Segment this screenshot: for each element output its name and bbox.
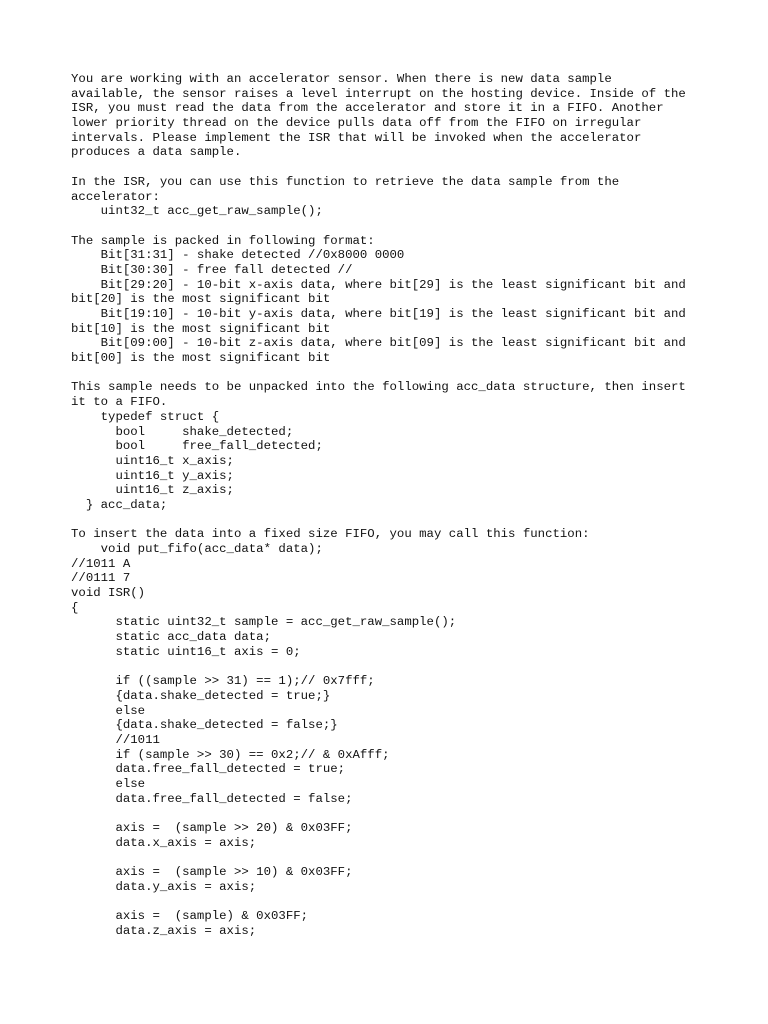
text-line: bool shake_detected; bbox=[71, 424, 294, 439]
text-line: {data.shake_detected = false;} bbox=[71, 718, 338, 733]
text-line: { bbox=[71, 600, 79, 615]
text-line: You are working with an accelerator sensor. When there is new data sample bbox=[71, 72, 612, 86]
text-line: ISR, you must read the data from the accelerator and store it in a FIFO. Another bbox=[71, 101, 664, 116]
text-line: void ISR() bbox=[71, 586, 146, 601]
text-line: void put_fifo(acc_data* data); bbox=[71, 542, 323, 556]
blank-line bbox=[71, 850, 711, 865]
text-line: static uint32_t sample = acc_get_raw_sample(); bbox=[71, 615, 457, 630]
blank-line bbox=[71, 219, 711, 234]
text-line: Bit[09:00] - 10-bit z-axis data, where bit[09] is the least significant bit and bbox=[71, 336, 686, 351]
text-line: //1011 A bbox=[71, 556, 131, 571]
blank-line bbox=[71, 513, 711, 528]
text-line: uint16_t z_axis; bbox=[71, 483, 234, 498]
text-line: data.y_axis = axis; bbox=[71, 879, 257, 894]
blank-line bbox=[71, 160, 711, 175]
text-line: Bit[30:30] - free fall detected // bbox=[71, 262, 353, 277]
text-line: intervals. Please implement the ISR that will be invoked when the accelerator bbox=[71, 130, 642, 145]
text-line: } acc_data; bbox=[71, 497, 168, 512]
text-line: data.x_axis = axis; bbox=[71, 835, 257, 850]
text-line: This sample needs to be unpacked into the following acc_data structure, then insert bbox=[71, 380, 686, 395]
text-line: if (sample >> 30) == 0x2;// & 0xAfff; bbox=[71, 747, 390, 762]
text-line: Bit[19:10] - 10-bit y-axis data, where bit[19] is the least significant bit and bbox=[71, 307, 686, 321]
text-line: accelerator: bbox=[71, 189, 160, 204]
text-line: axis = (sample >> 10) & 0x03FF; bbox=[71, 865, 353, 880]
text-line: lower priority thread on the device pulls data off from the FIFO on irregular bbox=[71, 116, 642, 131]
text-line: if ((sample >> 31) == 1);// 0x7fff; bbox=[71, 674, 375, 689]
blank-line bbox=[71, 806, 711, 821]
text-line: The sample is packed in following format: bbox=[71, 233, 375, 248]
text-line: it to a FIFO. bbox=[71, 395, 168, 410]
blank-line bbox=[71, 366, 711, 381]
text-line: data.z_axis = axis; bbox=[71, 923, 257, 938]
text-line: else bbox=[71, 777, 146, 791]
text-line: {data.shake_detected = true;} bbox=[71, 688, 331, 703]
text-line: available, the sensor raises a level interrupt on the hosting device. Inside of the bbox=[71, 86, 686, 101]
text-line: bool free_fall_detected; bbox=[71, 439, 323, 454]
text-line: In the ISR, you can use this function to retrieve the data sample from the bbox=[71, 174, 620, 189]
text-line: Bit[31:31] - shake detected //0x8000 0000 bbox=[71, 248, 405, 263]
text-line: axis = (sample) & 0x03FF; bbox=[71, 909, 309, 924]
text-line: uint32_t acc_get_raw_sample(); bbox=[71, 204, 323, 219]
text-line: //1011 bbox=[71, 732, 160, 747]
text-line: uint16_t y_axis; bbox=[71, 468, 234, 483]
text-line: produces a data sample. bbox=[71, 145, 242, 160]
text-line: axis = (sample >> 20) & 0x03FF; bbox=[71, 821, 353, 836]
text-line: static uint16_t axis = 0; bbox=[71, 644, 301, 659]
text-line: To insert the data into a fixed size FIFO, you may call this function: bbox=[71, 527, 590, 542]
text-line: bit[10] is the most significant bit bbox=[71, 321, 331, 336]
text-line: data.free_fall_detected = true; bbox=[71, 762, 346, 777]
text-line: data.free_fall_detected = false; bbox=[71, 791, 353, 806]
blank-line bbox=[71, 895, 711, 910]
text-line: else bbox=[71, 703, 146, 718]
text-line: bit[00] is the most significant bit bbox=[71, 351, 331, 366]
text-line: uint16_t x_axis; bbox=[71, 453, 234, 468]
text-line: bit[20] is the most significant bit bbox=[71, 292, 331, 307]
text-line: //0111 7 bbox=[71, 571, 131, 586]
text-line: Bit[29:20] - 10-bit x-axis data, where bit[29] is the least significant bit and bbox=[71, 277, 686, 292]
document-page bbox=[71, 72, 711, 939]
text-line: typedef struct { bbox=[71, 409, 220, 424]
blank-line bbox=[71, 660, 711, 675]
text-line: static acc_data data; bbox=[71, 630, 272, 645]
